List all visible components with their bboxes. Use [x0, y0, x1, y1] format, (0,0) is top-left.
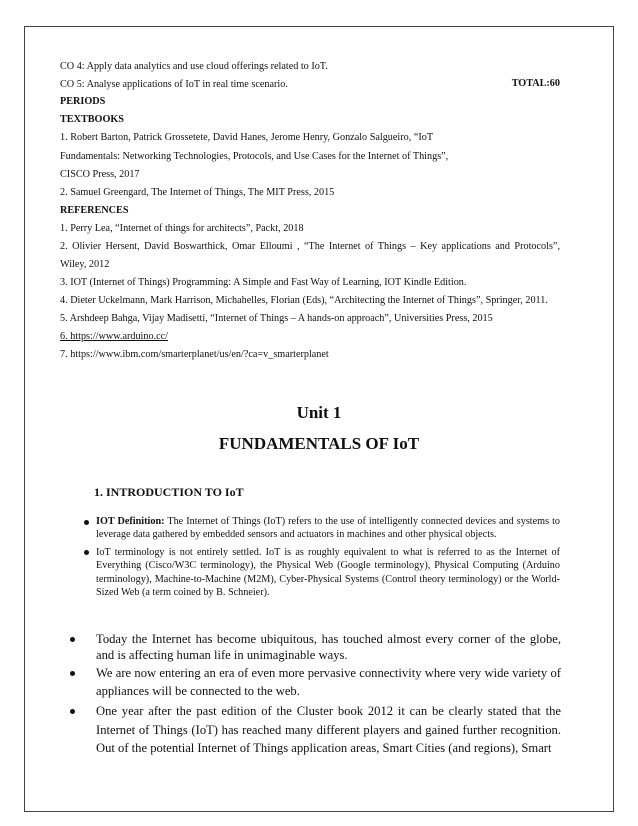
bullet-label: IOT Definition:: [96, 516, 165, 527]
reference-3: 3. IOT (Internet of Things) Programming: A Simple and Fast Way of Learning, IOT Kindle Edition.: [60, 277, 467, 288]
bullet-dot-icon: [84, 520, 89, 525]
textbook-1-line1: 1. Robert Barton, Patrick Grossetete, David Hanes, Jerome Henry, Gonzalo Salgueiro, “IoT: [60, 132, 434, 143]
bullet-dot-icon: [70, 709, 75, 714]
reference-5: 5. Arshdeep Bahga, Vijay Madisetti, “Internet of Things – A hands-on approach”, Universities Press, 2015: [60, 313, 493, 324]
reference-4: 4. Dieter Uckelmann, Mark Harrison, Michahelles, Florian (Eds), “Architecting the Internet of Things”, Springer, 2011.: [60, 295, 548, 306]
reference-1: 1. Perry Lea, “Internet of things for architects”, Packt, 2018: [60, 223, 304, 234]
unit-title: FUNDAMENTALS OF IoT: [218, 434, 420, 453]
bullet-text: One year after the past edition of the Cluster book 2012 it can be clearly stated that the Internet of Things (IoT) has reached many different players and gained further recognition. Out of the potential Internet of Things application areas, Smart Cities (and regions), Smart: [96, 704, 561, 756]
bullet-dot-icon: [84, 550, 89, 555]
section-heading: 1. INTRODUCTION TO IoT: [94, 485, 244, 499]
reference-6-link[interactable]: 6. https://www.arduino.cc/: [60, 331, 168, 342]
textbook-1-line3: CISCO Press, 2017: [60, 169, 140, 180]
bullet-text: Today the Internet has become ubiquitous, has touched almost every corner of the globe, and is affecting human life in unimaginable ways.: [96, 632, 561, 663]
list-item: [70, 702, 561, 757]
list-item: [84, 546, 560, 600]
bullet-text: We are now entering an era of even more pervasive connectivity where very wide variety of appliances will be connected to the web.: [96, 666, 561, 699]
textbook-2: 2. Samuel Greengard, The Internet of Things, The MIT Press, 2015: [60, 187, 335, 198]
overview-bullet-list: [70, 631, 561, 758]
bullet-dot-icon: [70, 671, 75, 676]
reference-7: 7. https://www.ibm.com/smarterplanet/us/en/?ca=v_smarterplanet: [60, 349, 329, 360]
co4-line: CO 4: Apply data analytics and use cloud offerings related to IoT.: [60, 61, 328, 72]
periods-label: PERIODS: [60, 96, 106, 107]
bullet-text: The Internet of Things (IoT) refers to the use of intelligently connected devices and systems to leverage data gathered by embedded sensors and actuators in machines and other physical objects.: [96, 516, 560, 541]
total-periods: TOTAL:60: [511, 78, 560, 89]
bullet-dot-icon: [70, 637, 75, 642]
reference-2-line1: 2. Olivier Hersent, David Boswarthick, Omar Elloumi , “The Internet of Things – Key applications and Protocols”,: [60, 241, 560, 252]
bullet-text: IoT terminology is not entirely settled. IoT is as roughly equivalent to what is referred to as the Internet of Everything (Cisco/W3C terminology), the Physical Web (Google terminology), Physical Computing (Arduino terminology), Machine-to-Machine (M2M), Cyber-Physical Systems (Control theory terminology) or the World-Sized Web (a term coined by B. Schneier).: [96, 546, 560, 599]
list-item: [84, 515, 560, 542]
list-item: [70, 631, 561, 663]
reference-2-line2: Wiley, 2012: [60, 259, 110, 270]
textbooks-heading: TEXTBOOKS: [60, 114, 124, 125]
textbook-1-line2: Fundamentals: Networking Technologies, Protocols, and Use Cases for the Internet of Things”,: [60, 151, 449, 162]
list-item: [70, 664, 561, 700]
co5-line: CO 5: Analyse applications of IoT in real time scenario.: [60, 79, 288, 90]
unit-number: Unit 1: [296, 403, 342, 422]
references-heading: REFERENCES: [60, 205, 129, 216]
definition-bullet-list: [84, 515, 560, 599]
